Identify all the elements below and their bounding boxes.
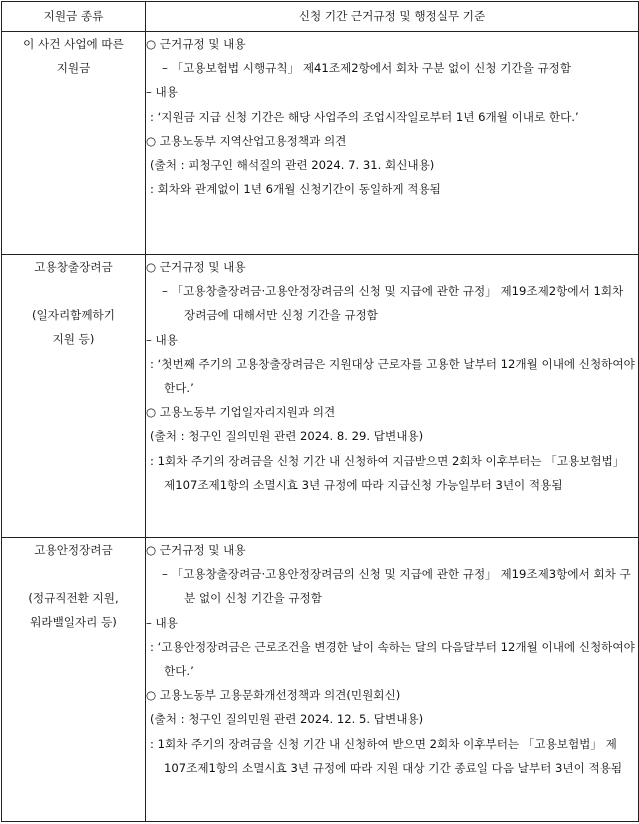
- subsidy-sub-line: 워라밸일자리 등): [30, 615, 117, 630]
- subsidy-sub-line: (정규직전환 지원,: [28, 591, 119, 606]
- opinion-heading: ○ 고용노동부 지역산업고용정책과 의견: [146, 133, 347, 148]
- header-subsidy-type: 지원금 종류: [2, 2, 146, 32]
- opinion-heading: ○ 고용노동부 기업일자리지원과 의견: [146, 405, 336, 420]
- table-row: [2, 32, 639, 255]
- opinion-source: (출처 : 피청구인 해석질의 관련 2024. 7. 31. 회신내용): [150, 158, 435, 173]
- table-row: [2, 538, 639, 822]
- subsidy-sub-line: 지원 등): [52, 332, 95, 347]
- opinion-text: : 1회차 주기의 장려금을 신청 기간 내 신청하여 받으면 2회차 이후부터는 「고용보험법」 제107조제1항의 소멸시효 3년 규정에 따라 지원 대상 기간 종료일 다음 날부터 3년이 적용됨: [150, 736, 623, 775]
- subsidy-name-line: 이 사건 사업에 따른: [23, 37, 124, 51]
- content-heading: – 내용: [146, 85, 178, 100]
- content-text: : ‘지원금 지급 신청 기간은 해당 사업주의 조업시작일로부터 1년 6개월 이내로 한다.’: [150, 109, 579, 124]
- basis-heading: ○ 근거규정 및 내용: [146, 543, 246, 557]
- subsidy-name-line: 지원금: [56, 61, 91, 76]
- subsidy-name-line: 고용안정장려금: [34, 543, 113, 557]
- criteria-cell: [146, 538, 639, 822]
- subsidy-name-cell: [2, 32, 146, 255]
- opinion-source: (출처 : 청구인 질의민원 관련 2024. 12. 5. 답변내용): [150, 712, 424, 727]
- content-heading: – 내용: [146, 615, 178, 630]
- basis-rule: – 「고용보험법 시행규칙」 제41조제2항에서 회차 구분 없이 신청 기간을 규정함: [162, 61, 572, 76]
- basis-rule: – 「고용창출장려금·고용안정장려금의 신청 및 지급에 관한 규정」 제19조제3항에서 회차 구분 없이 신청 기간을 규정함: [162, 567, 631, 606]
- basis-heading: ○ 근거규정 및 내용: [146, 260, 246, 274]
- opinion-source: (출처 : 청구인 질의민원 관련 2024. 8. 29. 답변내용): [150, 429, 424, 444]
- basis-heading: ○ 근거규정 및 내용: [146, 37, 246, 51]
- content-heading: – 내용: [146, 332, 178, 347]
- opinion-heading: ○ 고용노동부 고용문화개선정책과 의견(민원회신): [146, 688, 401, 703]
- subsidy-name-cell: [2, 538, 146, 822]
- header-criteria: 신청 기간 근거규정 및 행정실무 기준: [146, 2, 639, 32]
- basis-rule: – 「고용창출장려금·고용안정장려금의 신청 및 지급에 관한 규정」 제19조제2항에서 1회차 장려금에 대해서만 신청 기간을 규정함: [162, 284, 624, 323]
- opinion-text: : 회차와 관계없이 1년 6개월 신청기간이 동일하게 적용됨: [150, 182, 441, 197]
- content-text: : ‘고용안정장려금은 근로조건을 변경한 날이 속하는 달의 다음달부터 12개월 이내에 신청하여야 한다.’: [150, 639, 635, 679]
- table-row: [2, 255, 639, 538]
- subsidy-name-cell: [2, 255, 146, 538]
- subsidy-name-line: 고용창출장려금: [34, 260, 113, 274]
- application-period-table: [1, 1, 639, 822]
- criteria-cell: [146, 255, 639, 538]
- criteria-cell: [146, 32, 639, 255]
- subsidy-sub-line: (일자리함께하기: [32, 308, 115, 323]
- table-header-row: [2, 2, 639, 32]
- opinion-text: : 1회차 주기의 장려금을 신청 기간 내 신청하여 지급받으면 2회차 이후부터는 「고용보험법」 제107조제1항의 소멸시효 3년 규정에 따라 지급신청 가능일부터 3년이 적용됨: [150, 453, 625, 492]
- content-text: : ‘첫번째 주기의 고용창출장려금은 지원대상 근로자를 고용한 날부터 12개월 이내에 신청하여야 한다.’: [150, 356, 635, 396]
